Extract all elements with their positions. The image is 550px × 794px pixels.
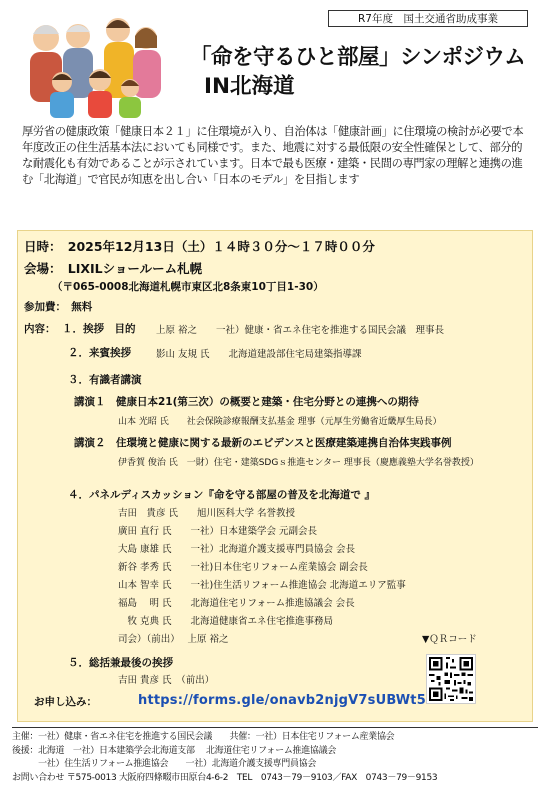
- apply-label: お申し込み：: [34, 696, 97, 708]
- item5-person: 吉田 貴彦 氏 （前出）: [118, 675, 215, 686]
- item1-person: 上原 裕之 一社）健康・省エネ住宅を推進する国民会議 理事長: [156, 325, 445, 336]
- panelist: 新谷 孝秀 氏 一社)日本住宅リフォーム産業協会 副会長: [118, 562, 368, 573]
- details-box: [17, 230, 533, 722]
- event-address: （〒065-0008北海道札幌市東区北8条東10丁目1-30）: [52, 281, 324, 293]
- qr-code[interactable]: [426, 654, 476, 704]
- lecture2-person: 伊香賀 俊治 氏 一財）住宅・建築SDGｓ推進センター 理事長（慶應義塾大学名誉教授）: [118, 458, 479, 468]
- footer-supporters-cont: 一社）住生活リフォーム推進協会 一社）北海道介護支援専門員協会: [12, 759, 317, 769]
- family-illustration: [18, 8, 168, 120]
- item3-label: ３．有識者講演: [68, 374, 142, 386]
- lecture2-title: 講演２ 住環境と健康に関する最新のエビデンスと医療建築連携自治体実践事例: [74, 437, 452, 449]
- lecture1-person: 山本 光昭 氏 社会保険診療報酬支払基金 理事（元厚生労働省近畿厚生局長）: [118, 417, 442, 427]
- footer-contact: お問い合わせ 〒575-0013 大阪府四條畷市田原台4-6-2 TEL 0743－79－9103／FAX 0743－79－9153: [12, 772, 438, 783]
- item2-person: 影山 友規 氏 北海道建設部住宅局建築指導課: [156, 349, 362, 360]
- item4-label: ４．パネルディスカッション『命を守る部屋の普及を北海道で 』: [68, 489, 375, 501]
- title-line2: IN北海道: [204, 74, 295, 99]
- footer-organizers: 主催：一社）健康・省エネ住宅を推進する国民会議 共催：一社）日本住宅リフォーム産業協会: [12, 732, 395, 742]
- footer-supporters: 後援：北海道 一社）日本建築学会北海道支部 北海道住宅リフォーム推進協議会: [12, 745, 337, 756]
- panelist: 福島 明 氏 北海道住宅リフォーム推進協議会 会長: [118, 598, 355, 609]
- moderator: 司会）（前出） 上原 裕之: [118, 634, 229, 645]
- item2-label: ２．来賓挨拶: [68, 347, 131, 359]
- title-line1: 「命を守るひと部屋」シンポジウム: [190, 45, 526, 70]
- apply-url-link[interactable]: https://forms.gle/onavb2njgV7sUBWt5: [138, 693, 426, 708]
- qr-label: ▼ＱＲコード: [422, 634, 477, 645]
- subsidy-label: R7年度 国土交通省助成事業: [328, 10, 528, 27]
- panelist: 吉田 貴彦 氏 旭川医科大学 名誉教授: [118, 508, 296, 519]
- footer: [12, 727, 538, 785]
- panelist: 山本 智幸 氏 一社)住生活リフォーム推進協会 北海道エリア監事: [118, 580, 406, 591]
- content-label: 内容：: [24, 323, 56, 335]
- item1-label: １．挨拶 目的: [62, 323, 136, 335]
- intro-text: 厚労省の健康政策「健康日本２１」に住環境が入り、自治体は「健康計画」に住環境の検討が必要で本年度改正の住生活基本法においても同様です。また、地震に対する最低限の安全性確保として、部分的な耐震化も有効であることが示されています。日本で最も医療・建築・民間の専門家の理解と連携の進む「北海道」で官民が知恵を出し合い「日本のモデル」を目指します: [22, 125, 524, 186]
- event-date: 日時： 2025年12月13日（土）１４時３０分～１７時００分: [24, 239, 375, 254]
- panelist: 牧 克典 氏 北海道健康省エネ住宅推進事務局: [118, 616, 334, 627]
- event-venue: 会場： LIXILショールーム札幌: [24, 261, 203, 276]
- panelist: 大島 康雄 氏 一社）北海道介護支援専門員協会 会長: [118, 544, 356, 555]
- item5-label: ５．総括兼最後の挨拶: [68, 657, 173, 669]
- panelist: 廣田 直行 氏 一社）日本建築学会 元副会長: [118, 526, 318, 537]
- lecture1-title: 講演１ 健康日本21(第三次）の概要と建築・住宅分野との連携への期待: [74, 396, 419, 408]
- event-fee: 参加費： 無料: [24, 301, 93, 313]
